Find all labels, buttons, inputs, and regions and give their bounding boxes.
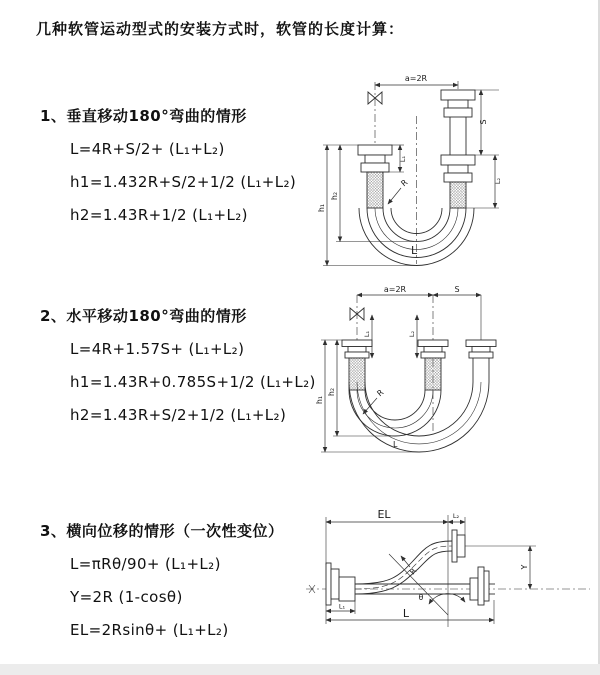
dim-label-h2: h₂ <box>330 191 339 201</box>
left-flange-assembly <box>358 145 392 208</box>
dim-label-h2: h₂ <box>327 387 336 397</box>
formula-line: Y=2R (1-cosθ) <box>70 588 183 606</box>
radius-leader-line <box>401 556 410 567</box>
dim-label-l1: L₁ <box>399 155 407 163</box>
hose-bend-arcs-position1 <box>349 387 441 436</box>
formula-line: L=4R+S/2+ (L₁+L₂) <box>70 140 225 158</box>
dim-label-l1: L₁ <box>363 330 371 338</box>
section-2 <box>40 300 316 432</box>
dim-label-r: R <box>407 566 419 577</box>
diagram-3-lateral-displacement <box>298 505 600 645</box>
page-title: 几种软管运动型式的安装方式时，软管的长度计算： <box>36 20 405 38</box>
dim-label-s: S <box>479 119 488 125</box>
displaced-hose-curve <box>355 541 452 594</box>
scan-edge-bottom <box>0 664 600 675</box>
formula-line: EL=2Rsinθ+ (L₁+L₂) <box>70 621 229 639</box>
dim-label-a2r: a=2R <box>383 285 407 294</box>
dim-label-theta: θ <box>418 593 424 602</box>
dim-label-l: L <box>402 607 410 620</box>
formula-line: h2=1.43R+1/2 (L₁+L₂) <box>70 206 248 224</box>
formula-line: h1=1.43R+0.785S+1/2 (L₁+L₂) <box>70 373 316 391</box>
dim-label-l2: L₂ <box>408 330 416 338</box>
dim-label-el: EL <box>377 508 391 521</box>
formula-line: h2=1.43R+S/2+1/2 (L₁+L₂) <box>70 406 287 424</box>
formula-line: h1=1.432R+S/2+1/2 (L₁+L₂) <box>70 173 297 191</box>
right-flange-assembly <box>441 90 475 208</box>
formula-line: L=4R+1.57S+ (L₁+L₂) <box>70 340 245 358</box>
upper-flange-assembly <box>452 530 465 562</box>
radius-leader-line <box>388 188 401 204</box>
dim-label-y: Y <box>520 564 529 570</box>
section-2-heading: 2、水平移动180°弯曲的情形 <box>40 307 247 325</box>
diagram-1-vertical-bend <box>315 68 550 268</box>
dim-label-r: R <box>375 387 386 399</box>
braided-hose-hatch <box>450 182 466 208</box>
formula-line: L=πRθ/90+ (L₁+L₂) <box>70 555 221 573</box>
dim-label-l2: L₂ <box>452 512 460 520</box>
radius-leader-line <box>363 398 377 414</box>
braided-hose-hatch <box>367 172 383 208</box>
right-flange-assembly <box>466 340 496 382</box>
dim-label-h1: h₁ <box>315 395 324 405</box>
dim-label-a2r: a=2R <box>404 74 428 83</box>
dim-label-l: L <box>393 440 398 449</box>
dim-label-l1: L₁ <box>338 602 346 611</box>
left-flange-assembly <box>326 563 355 605</box>
dim-label-h1: h₁ <box>317 203 326 213</box>
section-1-heading: 1、垂直移动180°弯曲的情形 <box>40 107 247 125</box>
dim-label-r: R <box>399 177 410 189</box>
section-3 <box>40 515 312 647</box>
dim-label-l: L <box>411 244 418 257</box>
right-flange-assembly <box>470 567 495 605</box>
section-1 <box>40 100 312 232</box>
dim-label-l2: L₂ <box>494 177 502 185</box>
diagram-2-horizontal-bend <box>313 282 558 477</box>
dim-label-s: S <box>454 285 460 294</box>
hose-bend-arcs-position2 <box>349 382 489 452</box>
section-3-heading: 3、横向位移的情形（一次性变位） <box>40 522 284 540</box>
angle-construction <box>389 554 465 615</box>
